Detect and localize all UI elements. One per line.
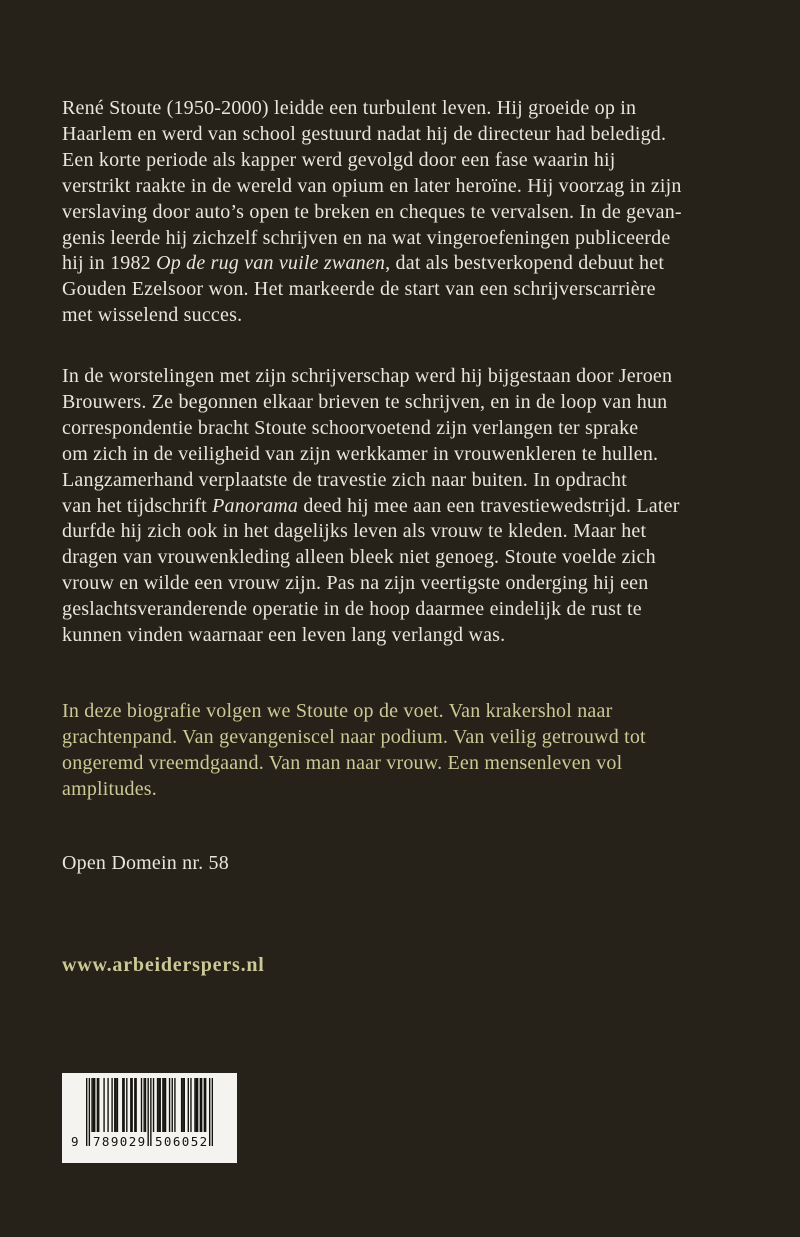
text-line: In de worstelingen met zijn schrijverschap werd hij bijgestaan door Jeroen — [62, 365, 673, 387]
text-line: durfde hij zich ook in het dagelijks leven als vrouw te kleden. Maar het — [62, 520, 647, 543]
bio-paragraph-2 — [62, 364, 762, 649]
barcode — [62, 1073, 237, 1163]
text-line: grachtenpand. Van gevangeniscel naar podium. Van veilig getrouwd tot — [62, 725, 646, 748]
text-line: correspondentie bracht Stoute schoorvoetend zijn verlangen ter sprake — [62, 416, 639, 439]
text-line: Langzamerhand verplaatste de travestie zich naar buiten. In opdracht — [62, 468, 628, 491]
text-line: Haarlem en werd van school gestuurd nadat hij de directeur had beledigd. — [62, 122, 667, 145]
text-line: om zich in de veiligheid van zijn werkkamer in vrouwenkleren te hullen. — [62, 442, 659, 465]
text-line: René Stoute (1950-2000) leidde een turbulent leven. Hij groeide op in — [62, 97, 637, 119]
text-line: amplitudes. — [62, 777, 157, 800]
barcode-digit-group-1: 789029 — [93, 1134, 147, 1149]
bio-paragraph-1 — [62, 96, 762, 329]
text-line: In deze biografie volgen we Stoute op de voet. Van krakershol naar — [62, 700, 613, 722]
text-line: hij in 1982 Op de rug van vuile zwanen, dat als bestverkopend debuut het — [62, 252, 665, 275]
text-line: geslachtsveranderende operatie in de hoop daarmee eindelijk de rust te — [62, 598, 642, 621]
text-line: Brouwers. Ze begonnen elkaar brieven te schrijven, en in de loop van hun — [62, 390, 668, 413]
text-line: ongeremd vreemdgaand. Van man naar vrouw. Een mensenleven vol — [62, 751, 623, 774]
text-line: vrouw en wilde een vrouw zijn. Pas na zijn veertigste onderging hij een — [62, 572, 649, 595]
text-line: met wisselend succes. — [62, 304, 243, 327]
text-line: van het tijdschrift Panorama deed hij mee aan een travestiewedstrijd. Later — [62, 494, 680, 517]
publisher-url: www.arbeiderspers.nl — [62, 954, 265, 976]
text-line: dragen van vrouwenkleding alleen bleek niet genoeg. Stoute voelde zich — [62, 546, 656, 569]
text-line: Een korte periode als kapper werd gevolgd door een fase waarin hij — [62, 148, 616, 171]
blurb-paragraph — [62, 699, 762, 803]
series-number: Open Domein nr. 58 — [62, 852, 229, 874]
text-line: kunnen vinden waarnaar een leven lang verlangd was. — [62, 624, 506, 647]
text-line: Gouden Ezelsoor won. Het markeerde de start van een schrijverscarrière — [62, 278, 656, 301]
barcode-digit-lead: 9 — [71, 1134, 80, 1149]
text-line: verslaving door auto’s open te breken en cheques te vervalsen. In de gevan- — [62, 200, 682, 223]
text-line: verstrikt raakte in de wereld van opium en later heroïne. Hij voorzag in zijn — [62, 174, 682, 197]
text-line: genis leerde hij zichzelf schrijven en na wat vingeroefeningen publiceerde — [62, 226, 671, 249]
barcode-digit-group-2: 506052 — [155, 1134, 209, 1149]
